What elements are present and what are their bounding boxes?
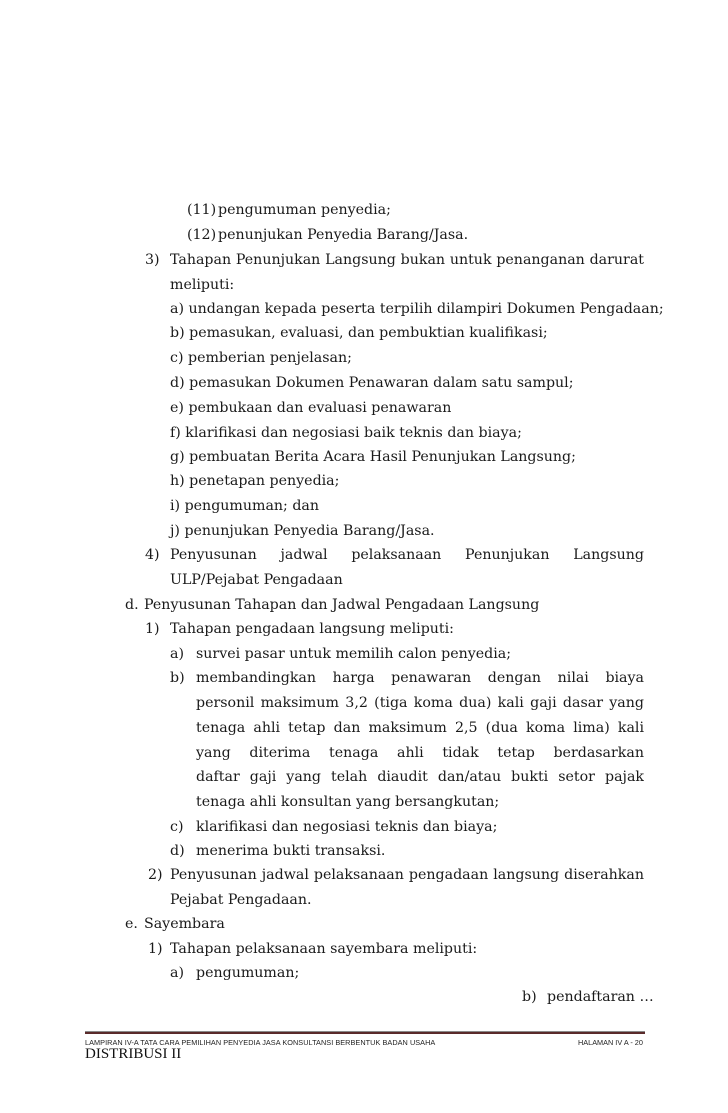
item-text: tenaga ahli konsultan yang bersangkutan; (196, 794, 500, 810)
item-number: a) (170, 965, 184, 981)
item-text: Tahapan pengadaan langsung meliputi: (170, 621, 454, 637)
item-number: b) (522, 989, 537, 1005)
item-number: d) (170, 843, 185, 859)
item-number: 2) (148, 867, 163, 883)
item-text: meliputi: (170, 277, 235, 293)
item-text: pengumuman; (196, 965, 300, 981)
item-text: d) pemasukan Dokumen Penawaran dalam satu sampul; (170, 375, 574, 391)
item-text: Tahapan Penunjukan Langsung bukan untuk penanganan darurat (170, 252, 644, 268)
item-text: menerima bukti transaksi. (196, 843, 386, 859)
item-number: 1) (148, 941, 163, 957)
item-text: Pejabat Pengadaan. (170, 892, 312, 908)
item-text: Penyusunan Tahapan dan Jadwal Pengadaan Langsung (144, 597, 540, 613)
item-number: e. (125, 916, 138, 932)
footer-page-number: HALAMAN IV A - 20 (578, 1038, 643, 1047)
item-text: tenaga ahli tetap dan maksimum 2,5 (dua koma lima) kali (196, 720, 644, 736)
item-text: penunjukan Penyedia Barang/Jasa. (218, 227, 469, 243)
item-number: c) (170, 819, 184, 835)
footer-document-title: LAMPIRAN IV-A TATA CARA PEMILIHAN PENYEDIA JASA KONSULTANSI BERBENTUK BADAN USAHA (85, 1038, 436, 1047)
item-text: klarifikasi dan negosiasi teknis dan biaya; (196, 819, 498, 835)
item-text: Sayembara (144, 916, 225, 932)
item-number: a) (170, 646, 184, 662)
item-text: pengumuman penyedia; (218, 202, 391, 218)
item-text: g) pembuatan Berita Acara Hasil Penunjukan Langsung; (170, 449, 576, 465)
footer-divider (85, 1031, 645, 1034)
item-text: f) klarifikasi dan negosiasi baik teknis dan biaya; (170, 425, 522, 441)
item-text: ULP/Pejabat Pengadaan (170, 572, 343, 588)
item-text: h) penetapan penyedia; (170, 473, 340, 489)
item-text: Penyusunan jadwal pelaksanaan Penunjukan Langsung (170, 547, 644, 563)
item-text: personil maksimum 3,2 (tiga koma dua) kali gaji dasar yang (196, 695, 644, 711)
item-text: membandingkan harga penawaran dengan nilai biaya (196, 670, 644, 686)
item-text: e) pembukaan dan evaluasi penawaran (170, 400, 452, 416)
item-number: 4) (145, 547, 160, 563)
item-text: yang diterima tenaga ahli tidak tetap berdasarkan (196, 745, 644, 761)
item-number: (11) (187, 202, 217, 218)
item-text: survei pasar untuk memilih calon penyedia; (196, 646, 512, 662)
item-number: 1) (145, 621, 160, 637)
item-number: 3) (145, 252, 160, 268)
item-text: Tahapan pelaksanaan sayembara meliputi: (170, 941, 478, 957)
item-number: (12) (187, 227, 217, 243)
item-text: Penyusunan jadwal pelaksanaan pengadaan langsung diserahkan (170, 867, 644, 883)
item-text: a) undangan kepada peserta terpilih dilampiri Dokumen Pengadaan; (170, 301, 664, 317)
item-text: daftar gaji yang telah diaudit dan/atau bukti setor pajak (196, 769, 644, 785)
item-number: b) (170, 670, 185, 686)
item-text: c) pemberian penjelasan; (170, 350, 352, 366)
distribution-label: DISTRIBUSI II (85, 1046, 182, 1062)
item-number: d. (125, 597, 139, 613)
item-text: i) pengumuman; dan (170, 498, 320, 514)
item-text: pendaftaran … (547, 989, 654, 1005)
item-text: b) pemasukan, evaluasi, dan pembuktian kualifikasi; (170, 325, 548, 341)
item-text: j) penunjukan Penyedia Barang/Jasa. (170, 523, 435, 539)
